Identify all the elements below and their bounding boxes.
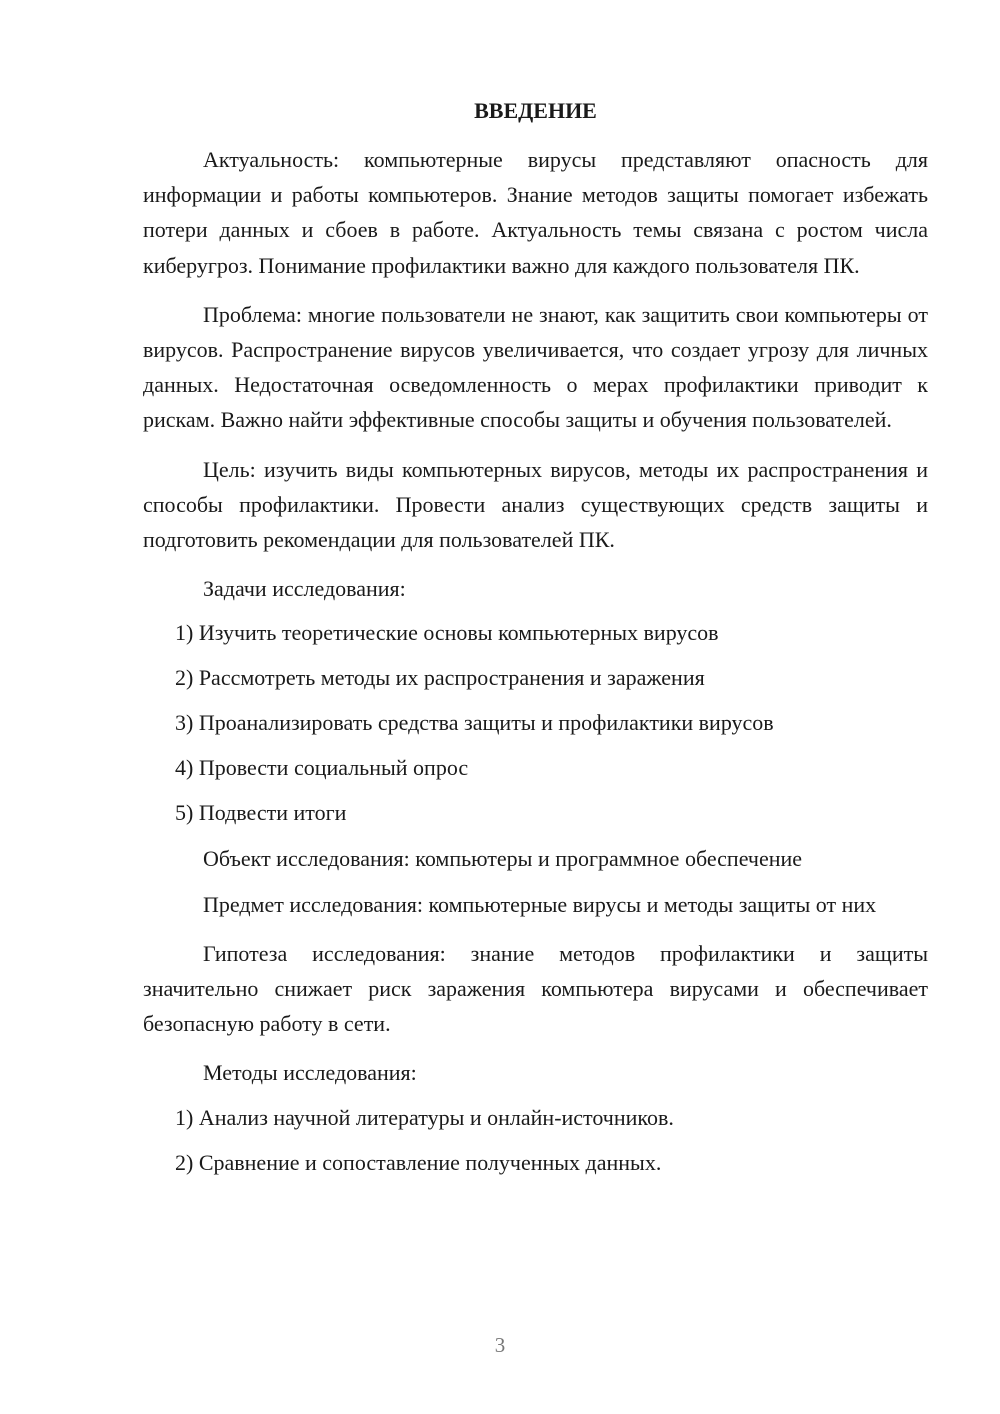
actuality-paragraph: Актуальность: компьютерные вирусы представляют опасность для информации и работы компьютеров. Знание методов защиты помогает избежать потери данных и сбоев в работе. Актуальность темы связана с ростом числа киберугроз. Понимание профилактики важно для каждого пользователя ПК. xyxy=(143,147,928,278)
goal-paragraph: Цель: изучить виды компьютерных вирусов, методы их распространения и способы профилактики. Провести анализ существующих средств защиты и подготовить рекомендации для пользователей ПК. xyxy=(143,456,928,553)
task-item: 2) Рассмотреть методы их распространения и заражения xyxy=(175,665,705,691)
tasks-list xyxy=(143,616,928,830)
tasks-heading: Задачи исследования: xyxy=(203,576,406,602)
methods-list xyxy=(143,1101,928,1180)
document-page xyxy=(143,94,928,1191)
task-item: 4) Провести социальный опрос xyxy=(175,755,469,781)
task-item: 1) Изучить теоретические основы компьютерных вирусов xyxy=(175,620,719,646)
method-item: 2) Сравнение и сопоставление полученных данных. xyxy=(175,1149,662,1175)
task-item: 5) Подвести итоги xyxy=(175,800,347,826)
method-item: 1) Анализ научной литературы и онлайн-источников. xyxy=(175,1104,674,1130)
page-number: 3 xyxy=(494,1333,506,1357)
methods-heading: Методы исследования: xyxy=(203,1060,417,1086)
problem-paragraph: Проблема: многие пользователи не знают, как защитить свои компьютеры от вирусов. Распространение вирусов увеличивается, что создает угрозу для личных данных. Недостаточная осведомленность о мерах профилактики приводит к рискам. Важно найти эффективные способы защиты и обучения пользователей. xyxy=(143,301,928,433)
task-item: 3) Проанализировать средства защиты и профилактики вирусов xyxy=(175,710,774,736)
object-paragraph: Объект исследования: компьютеры и программное обеспечение xyxy=(203,846,803,872)
subject-paragraph: Предмет исследования: компьютерные вирусы и методы защиты от них xyxy=(203,891,877,917)
section-title: ВВЕДЕНИЕ xyxy=(474,98,597,123)
hypothesis-paragraph: Гипотеза исследования: знание методов профилактики и защиты значительно снижает риск заражения компьютера вирусами и обеспечивает безопасную работу в сети. xyxy=(143,940,928,1037)
